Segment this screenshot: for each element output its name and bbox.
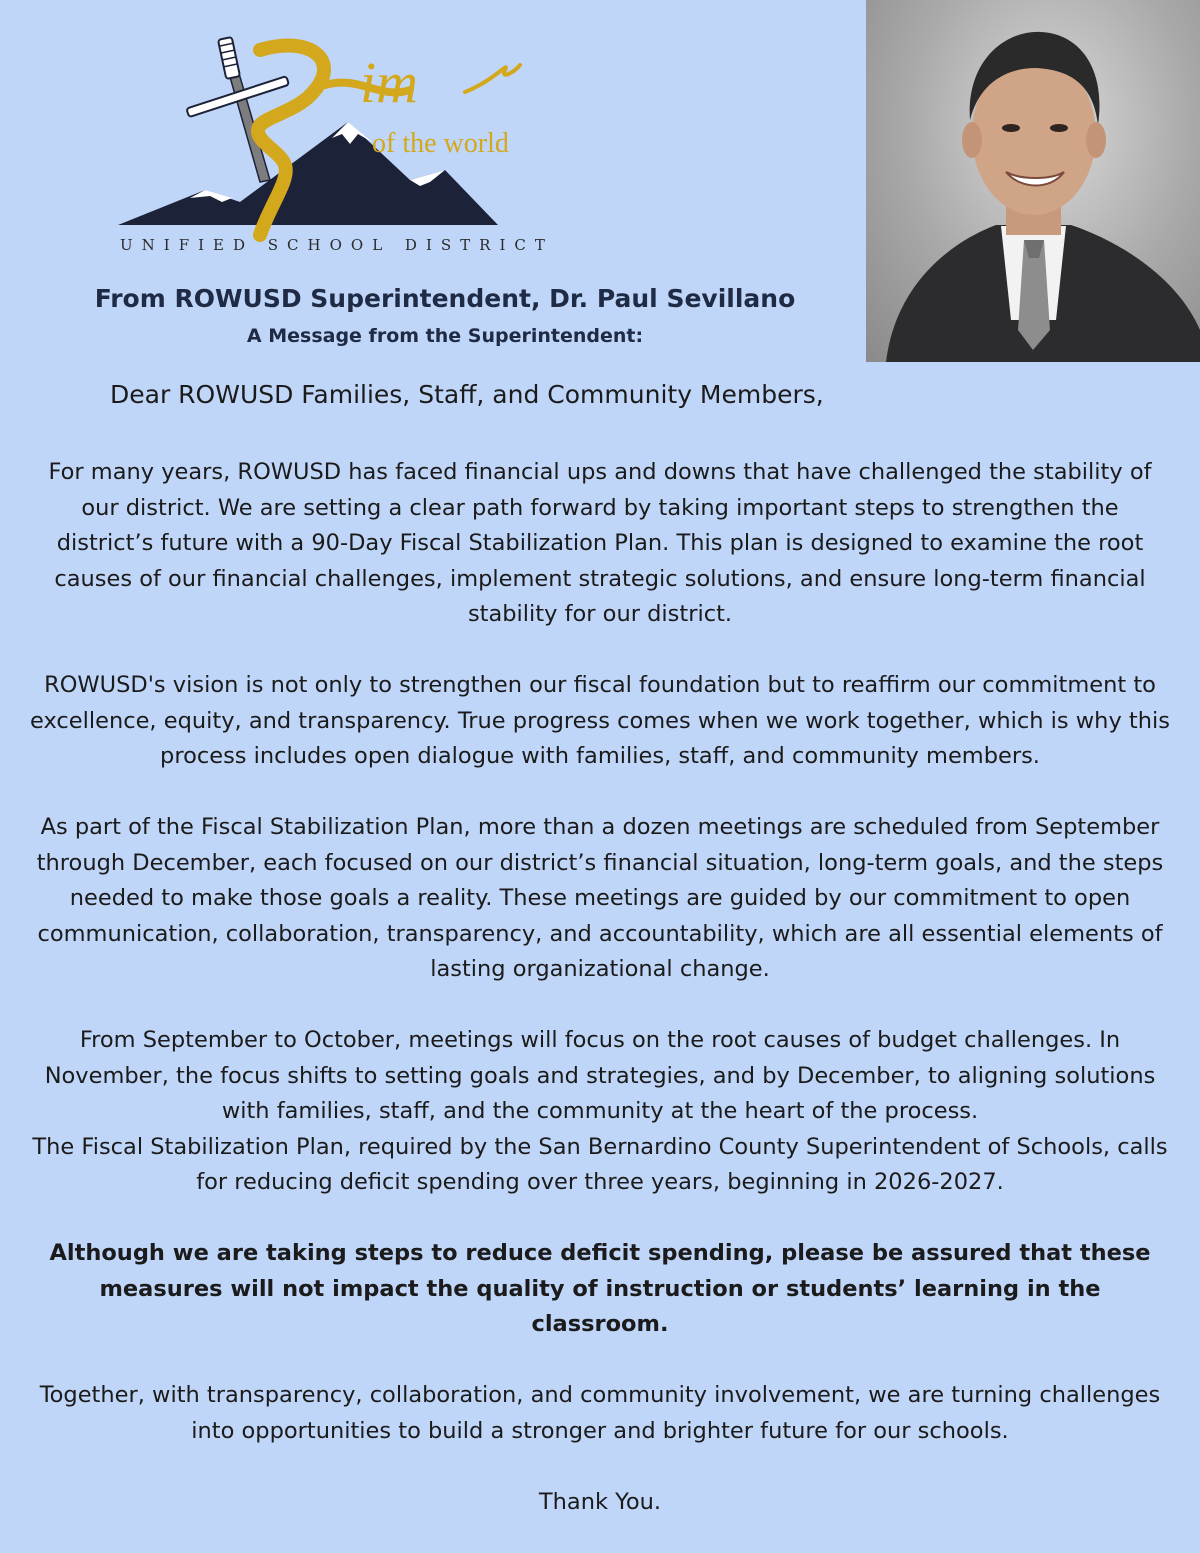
district-logo xyxy=(110,30,580,270)
letter-body xyxy=(30,455,1170,1520)
letter-emphasis-paragraph: Although we are taking steps to reduce deficit spending, please be assured that these measures will not impact the quality of instruction or students’ learning in the classroom. xyxy=(49,1240,1151,1337)
letter-paragraph: Together, with transparency, collaboration, and community involvement, we are turning challenges into opportunities to build a stronger and brighter future for our schools. xyxy=(39,1382,1161,1444)
svg-text:im: im xyxy=(360,50,418,115)
letter-paragraph: For many years, ROWUSD has faced financial ups and downs that have challenged the stability of our district. We are setting a clear path forward by taking important steps to strengthen the district’s future with a 90-Day Fiscal Stabilization Plan. This plan is designed to examine the root causes of our financial challenges, implement strategic solutions, and ensure long-term financial stability for our district. xyxy=(48,459,1152,627)
logo-tagline: of the world xyxy=(372,128,509,159)
logo-mark-icon xyxy=(110,30,580,270)
letter-paragraph: From September to October, meetings will focus on the root causes of budget challenges. In November, the focus shifts to setting goals and strategies, and by December, to aligning solutions with families, staff, and the community at the heart of the process. xyxy=(44,1027,1156,1124)
letter-paragraph: ROWUSD's vision is not only to strengthen our fiscal foundation but to reaffirm our commitment to excellence, equity, and transparency. True progress comes when we work together, which is why this process includes open dialogue with families, staff, and community members. xyxy=(30,672,1170,769)
letter-salutation: Dear ROWUSD Families, Staff, and Community Members, xyxy=(110,380,824,409)
page-title: From ROWUSD Superintendent, Dr. Paul Sevillano xyxy=(94,284,796,313)
logo-district-name: UNIFIED SCHOOL DISTRICT xyxy=(120,236,554,254)
letter-closing: Thank You. xyxy=(538,1488,662,1515)
letter-paragraph: The Fiscal Stabilization Plan, required by the San Bernardino County Superintendent of Schools, calls for reducing deficit spending over three years, beginning in 2026-2027. xyxy=(32,1133,1168,1195)
portrait-icon xyxy=(866,0,1200,362)
superintendent-photo xyxy=(866,0,1200,362)
page-subtitle: A Message from the Superintendent: xyxy=(246,325,644,347)
letter-paragraph: As part of the Fiscal Stabilization Plan, more than a dozen meetings are scheduled from September through December, each focused on our district’s financial situation, long-term goals, and the steps needed to make those goals a reality. These meetings are guided by our commitment to open communication, collaboration, transparency, and accountability, which are all essential elements of lasting organizational change. xyxy=(36,814,1164,982)
